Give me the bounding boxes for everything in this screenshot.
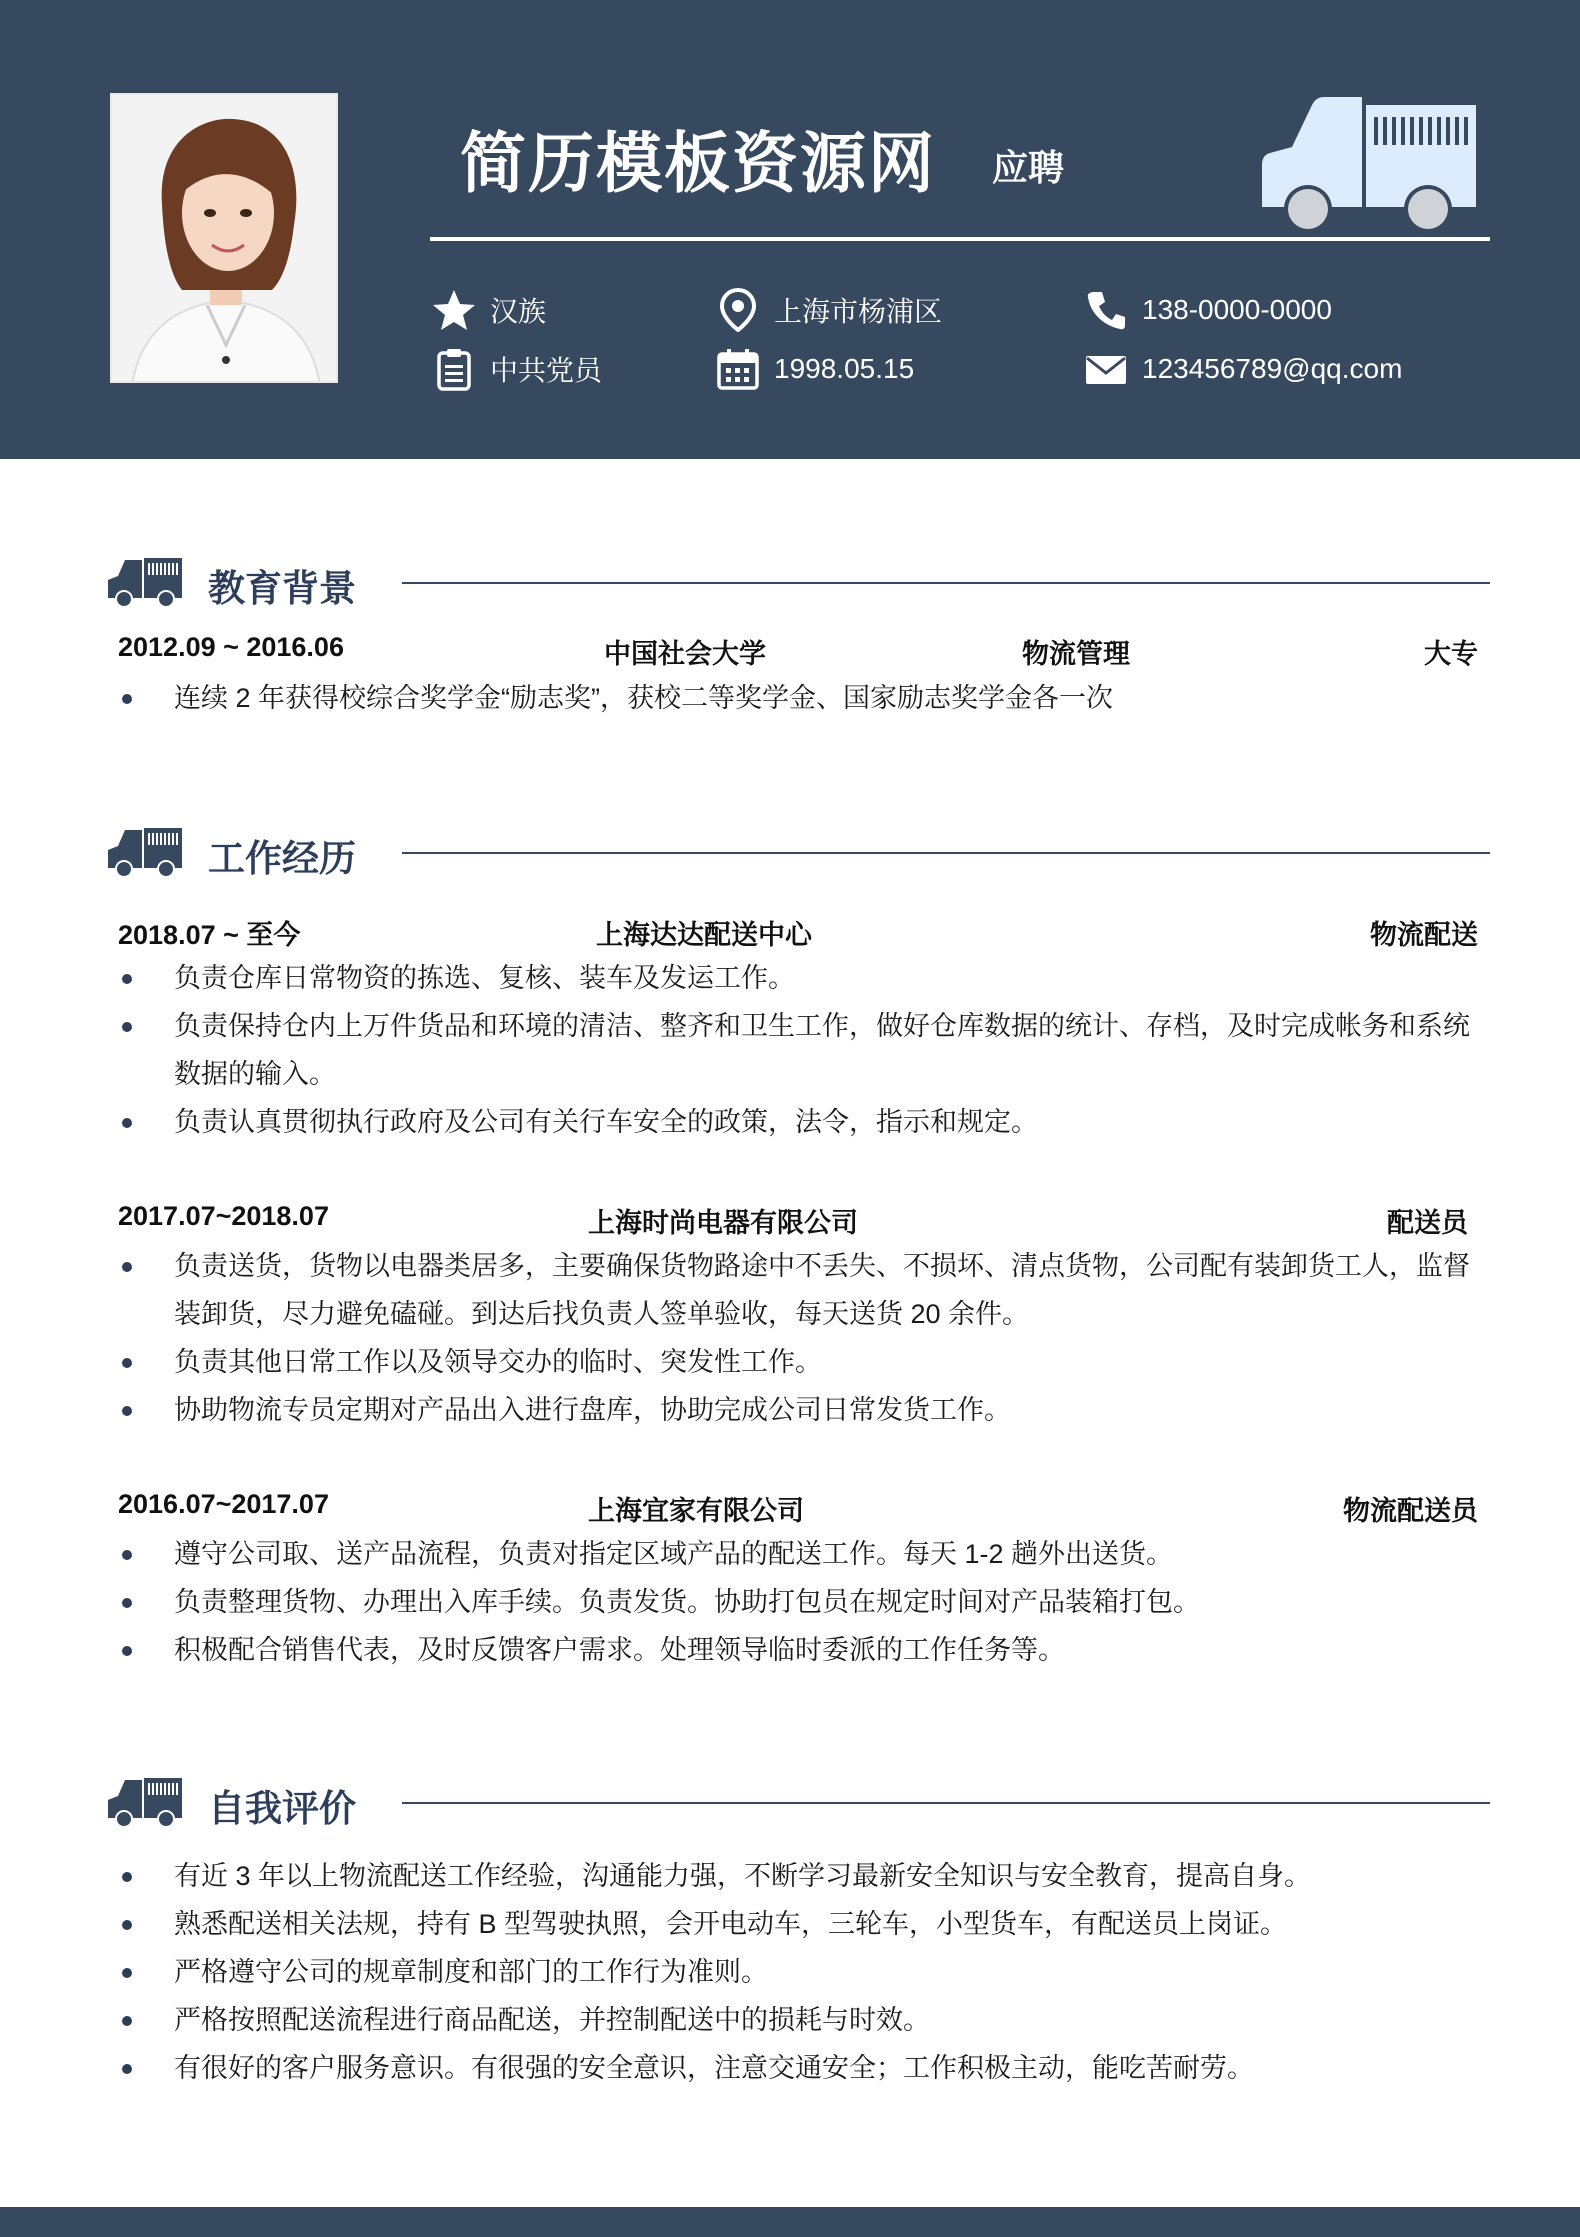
calendar-icon — [716, 347, 760, 391]
list-item: 连续 2 年获得校综合奖学金“励志奖”，获校二等奖学金、国家励志奖学金各一次 — [118, 674, 1490, 722]
truck-icon — [108, 824, 184, 883]
section-title: 教育背景 — [208, 568, 356, 609]
education-school: 中国社会大学 — [604, 639, 766, 669]
job-role: 物流配送 — [1370, 920, 1478, 950]
list-item: 负责保持仓内上万件货品和环境的清洁、整齐和卫生工作，做好仓库数据的统计、存档，及时完成帐务和系统数据的输入。 — [118, 1002, 1490, 1098]
job-role: 物流配送员 — [1343, 1496, 1478, 1526]
self-eval-bullets — [118, 1852, 1490, 2092]
job-company: 上海达达配送中心 — [596, 920, 812, 950]
clipboard-icon — [432, 347, 476, 391]
job-row — [118, 1201, 1478, 1241]
email-info — [1084, 347, 1402, 391]
job-row — [118, 1489, 1478, 1529]
star-icon — [432, 288, 476, 332]
education-row — [118, 632, 1478, 672]
profile-photo — [110, 93, 338, 383]
header-banner — [0, 0, 1580, 459]
ethnicity-info — [432, 288, 546, 332]
list-item: 有很好的客户服务意识。有很强的安全意识，注意交通安全；工作积极主动，能吃苦耐劳。 — [118, 2044, 1490, 2092]
education-bullets — [118, 674, 1490, 722]
section-rule — [402, 1802, 1490, 1804]
truck-icon — [108, 554, 184, 613]
education-major: 物流管理 — [1022, 639, 1130, 669]
birthday-info — [716, 347, 914, 391]
birthday-text: 1998.05.15 — [774, 353, 915, 384]
list-item: 遵守公司取、送产品流程，负责对指定区域产品的配送工作。每天 1-2 趟外出送货。 — [118, 1530, 1490, 1578]
phone-info — [1084, 288, 1332, 332]
phone-text: 138-0000-0000 — [1142, 294, 1332, 325]
list-item: 负责送货，货物以电器类居多，主要确保货物路途中不丢失、不损坏、清点货物，公司配有装卸货工人，监督装卸货，尽力避免磕碰。到达后找负责人签单验收，每天送货 20 余件。 — [118, 1242, 1490, 1338]
section-title: 自我评价 — [208, 1788, 356, 1829]
job-company: 上海时尚电器有限公司 — [588, 1208, 858, 1238]
list-item: 积极配合销售代表，及时反馈客户需求。处理领导临时委派的工作任务等。 — [118, 1626, 1490, 1674]
section-rule — [402, 582, 1490, 584]
section-work-header — [108, 824, 1490, 884]
applying-label: 应聘 — [992, 147, 1065, 188]
job-period: 2018.07 ~ 至今 — [118, 920, 301, 950]
list-item: 负责其他日常工作以及领导交办的临时、突发性工作。 — [118, 1338, 1490, 1386]
list-item: 协助物流专员定期对产品出入进行盘库，协助完成公司日常发货工作。 — [118, 1386, 1490, 1434]
section-education-header — [108, 554, 1490, 614]
truck-icon — [1262, 95, 1480, 240]
job-role: 配送员 — [1387, 1208, 1468, 1238]
list-item: 负责仓库日常物资的拣选、复核、装车及发运工作。 — [118, 954, 1490, 1002]
section-title: 工作经历 — [208, 838, 356, 879]
section-rule — [402, 852, 1490, 854]
ethnicity-text: 汉族 — [490, 296, 547, 327]
job-period: 2016.07~2017.07 — [118, 1489, 329, 1519]
location-info — [716, 288, 942, 332]
job-bullets — [118, 1530, 1490, 1674]
list-item: 熟悉配送相关法规，持有 B 型驾驶执照，会开电动车，三轮车，小型货车，有配送员上岗证。 — [118, 1900, 1490, 1948]
politics-info — [432, 347, 602, 391]
truck-icon — [108, 1774, 184, 1833]
candidate-name: 简历模板资源网 — [460, 126, 936, 200]
education-period: 2012.09 ~ 2016.06 — [118, 632, 344, 662]
list-item: 负责整理货物、办理出入库手续。负责发货。协助打包员在规定时间对产品装箱打包。 — [118, 1578, 1490, 1626]
phone-icon — [1084, 288, 1128, 332]
list-item: 负责认真贯彻执行政府及公司有关行车安全的政策，法令，指示和规定。 — [118, 1098, 1490, 1146]
job-period: 2017.07~2018.07 — [118, 1201, 329, 1231]
job-bullets — [118, 954, 1490, 1146]
job-row — [118, 913, 1478, 953]
location-pin-icon — [716, 288, 760, 332]
list-item: 严格遵守公司的规章制度和部门的工作行为准则。 — [118, 1948, 1490, 1996]
education-degree: 大专 — [1424, 639, 1478, 669]
email-text: 123456789@qq.com — [1142, 353, 1403, 384]
politics-text: 中共党员 — [490, 355, 603, 386]
section-self-eval-header — [108, 1774, 1490, 1834]
footer-bar — [0, 2207, 1580, 2237]
list-item: 有近 3 年以上物流配送工作经验，沟通能力强，不断学习最新安全知识与安全教育，提高自身。 — [118, 1852, 1490, 1900]
mail-icon — [1084, 347, 1128, 391]
location-text: 上海市杨浦区 — [774, 296, 943, 327]
list-item: 严格按照配送流程进行商品配送，并控制配送中的损耗与时效。 — [118, 1996, 1490, 2044]
job-company: 上海宜家有限公司 — [588, 1496, 804, 1526]
job-bullets — [118, 1242, 1490, 1434]
